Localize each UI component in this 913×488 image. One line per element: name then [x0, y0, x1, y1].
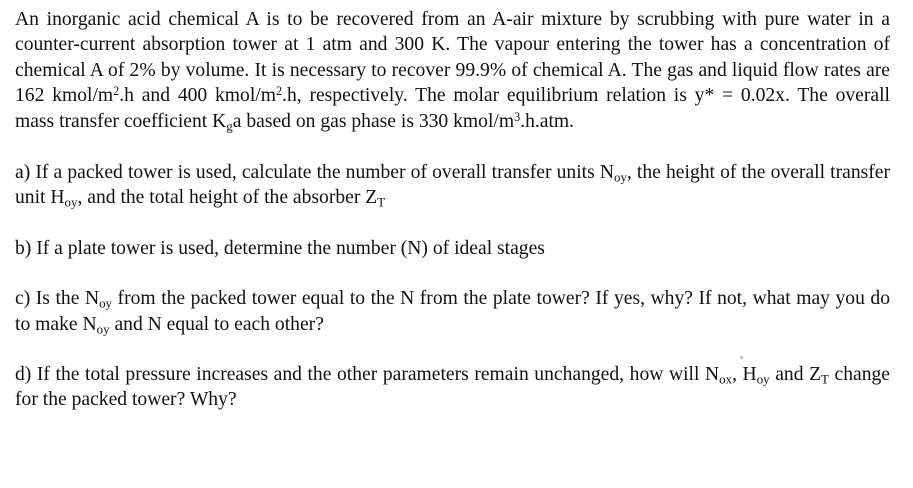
subscript: T: [377, 195, 386, 211]
question-text: , H: [732, 364, 757, 386]
question-text: change for the packed tower? Why?: [15, 364, 891, 411]
subscript: T: [821, 371, 829, 387]
superscript: 3: [514, 109, 521, 124]
stray-mark: [740, 356, 743, 359]
subscript: oy: [756, 371, 770, 387]
statement-text: .h, respectively. The molar equilibrium relation is y* = 0.02x. The overall mass transfer coefficient K: [15, 85, 890, 132]
question-text: and N equal to each other?: [109, 313, 324, 335]
subscript: oy: [64, 195, 78, 211]
question-a: [15, 160, 890, 211]
subscript: oy: [96, 321, 110, 337]
question-text: c) Is the N: [15, 288, 100, 310]
question-b: [15, 236, 890, 261]
question-text: b) If a plate tower is used, determine the number (N) of ideal stages: [15, 237, 545, 259]
question-text: and Z: [769, 364, 822, 386]
subscript: oy: [99, 295, 113, 311]
question-text: , and the total height of the absorber Z: [77, 187, 378, 209]
subscript: oy: [613, 169, 627, 185]
problem-statement: [15, 7, 890, 134]
superscript: 2: [275, 84, 283, 99]
question-text: , the height of the overall transfer unit H: [15, 162, 890, 209]
statement-text: .h.atm.: [520, 110, 575, 132]
question-d: [15, 362, 890, 413]
question-c: [15, 286, 890, 337]
question-text: d) If the total pressure increases and the other parameters remain unchanged, how will N: [15, 364, 720, 386]
statement-text: a based on gas phase is 330 kmol/m: [232, 110, 515, 132]
question-text: from the packed tower equal to the N from the plate tower? If yes, why? If not, what may you do to make N: [15, 288, 891, 335]
problem-document: [15, 7, 890, 413]
question-text: a) If a packed tower is used, calculate the number of overall transfer units N: [15, 162, 614, 184]
subscript: ox: [719, 371, 733, 387]
superscript: 2: [113, 84, 120, 99]
statement-text: An inorganic acid chemical A is to be recovered from an A-air mixture by scrubbing with pure water in a counter-current absorption tower at 1 atm and 300 K. The vapour entering the tower has a concentration of chemical A of 2% by volume. It is necessary to recover 99.9% of chemical A. The gas and liquid flow rates are 162 kmol/m: [15, 9, 890, 107]
statement-text: .h and 400 kmol/m: [119, 85, 276, 107]
subscript: g: [226, 118, 233, 134]
